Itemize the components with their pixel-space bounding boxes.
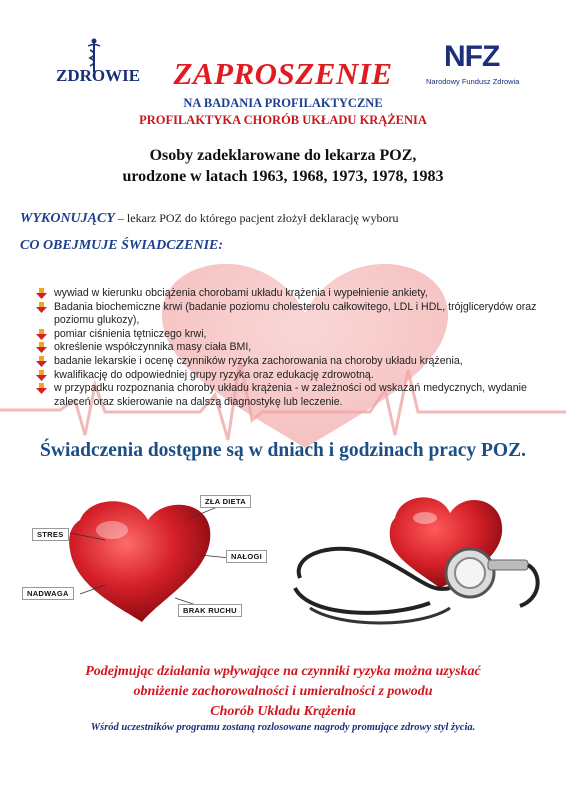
zdrowie-logo-text: ZDROWIE bbox=[56, 66, 141, 85]
bullet-arrow-icon bbox=[36, 329, 47, 340]
eligibility-text bbox=[0, 145, 566, 187]
scope-item-text: wywiad w kierunku obciążenia chorobami układu krążenia i wypełnienie ankiety, bbox=[54, 287, 428, 299]
scope-heading: CO OBEJMUJE ŚWIADCZENIE: bbox=[20, 238, 224, 253]
nfz-logo-text: NFZ bbox=[444, 40, 500, 73]
bullet-arrow-icon bbox=[36, 342, 47, 353]
list-item bbox=[36, 369, 556, 383]
availability-text: Świadczenia dostępne są w dniach i godzinach pracy POZ. bbox=[40, 440, 526, 461]
list-item bbox=[36, 328, 556, 342]
list-item bbox=[36, 301, 556, 328]
bullet-arrow-icon bbox=[36, 383, 47, 394]
bullet-arrow-icon bbox=[36, 302, 47, 313]
risk-label-no-exercise: BRAK RUCHU bbox=[178, 604, 242, 617]
prize-note: Wśród uczestników programu zostaną rozlosowane nagrody promujące zdrowy styl życia. bbox=[90, 722, 476, 733]
subtitle-screening: NA BADANIA PROFILAKTYCZNE bbox=[183, 96, 383, 110]
list-item bbox=[36, 382, 556, 409]
bullet-arrow-icon bbox=[36, 356, 47, 367]
stethoscope-heart-icon bbox=[280, 478, 550, 638]
bullet-arrow-icon bbox=[36, 288, 47, 299]
risk-label-overweight: NADWAGA bbox=[22, 587, 74, 600]
subtitle-program: PROFILAKTYKA CHORÓB UKŁADU KRĄŻENIA bbox=[139, 113, 427, 127]
footer-line-2: obniżenie zachorowalności i umieralności z powodu bbox=[133, 684, 433, 699]
scope-item-text: kwalifikację do odpowiedniej grupy ryzyka oraz edukację zdrowotną. bbox=[54, 368, 374, 381]
scope-item-text: Badania biochemiczne krwi (badanie poziomu cholesterolu całkowitego, LDL i HDL, trójglicerydów oraz poziomu glukozy), bbox=[54, 300, 537, 327]
performer-text: – lekarz POZ do którego pacjent złożył deklarację wyboru bbox=[114, 211, 399, 225]
list-item bbox=[36, 341, 556, 355]
risk-label-stress: STRES bbox=[32, 528, 69, 541]
scope-list bbox=[36, 287, 556, 409]
footer-line-3: Chorób Układu Krążenia bbox=[210, 704, 356, 719]
footer-line-1: Podejmując działania wpływające na czynniki ryzyka można uzyskać bbox=[85, 664, 481, 679]
scope-item-text: badanie lekarskie i ocenę czynników ryzyka zachorowania na choroby układu krążenia, bbox=[54, 354, 463, 367]
performer-label: WYKONUJĄCY bbox=[20, 211, 115, 226]
eligibility-line-2: urodzone w latach 1963, 1968, 1973, 1978, 1983 bbox=[122, 168, 444, 185]
bullet-arrow-icon bbox=[36, 370, 47, 381]
risk-factors-illustration bbox=[27, 490, 270, 625]
scope-item-text: określenie współczynnika masy ciała BMI, bbox=[54, 341, 252, 354]
performer-line bbox=[20, 211, 398, 227]
scope-item-text: w przypadku rozpoznania choroby układu krążenia - w zależności od wskazań medycznych, wydanie zaleceń oraz skierowanie na dalszą diagnostykę lub leczenie. bbox=[54, 382, 527, 408]
risk-label-diet: ZŁA DIETA bbox=[200, 495, 251, 508]
nfz-logo-subtitle: Narodowy Fundusz Zdrowia bbox=[426, 77, 520, 86]
list-item bbox=[36, 287, 556, 301]
footer-message bbox=[0, 662, 566, 722]
list-item bbox=[36, 355, 556, 369]
eligibility-line-1: Osoby zadeklarowane do lekarza POZ, bbox=[149, 147, 417, 164]
risk-label-addictions: NAŁOGI bbox=[226, 550, 267, 563]
page-title: ZAPROSZENIE bbox=[173, 56, 393, 91]
scope-item-text: pomiar ciśnienia tętniczego krwi, bbox=[54, 327, 207, 340]
